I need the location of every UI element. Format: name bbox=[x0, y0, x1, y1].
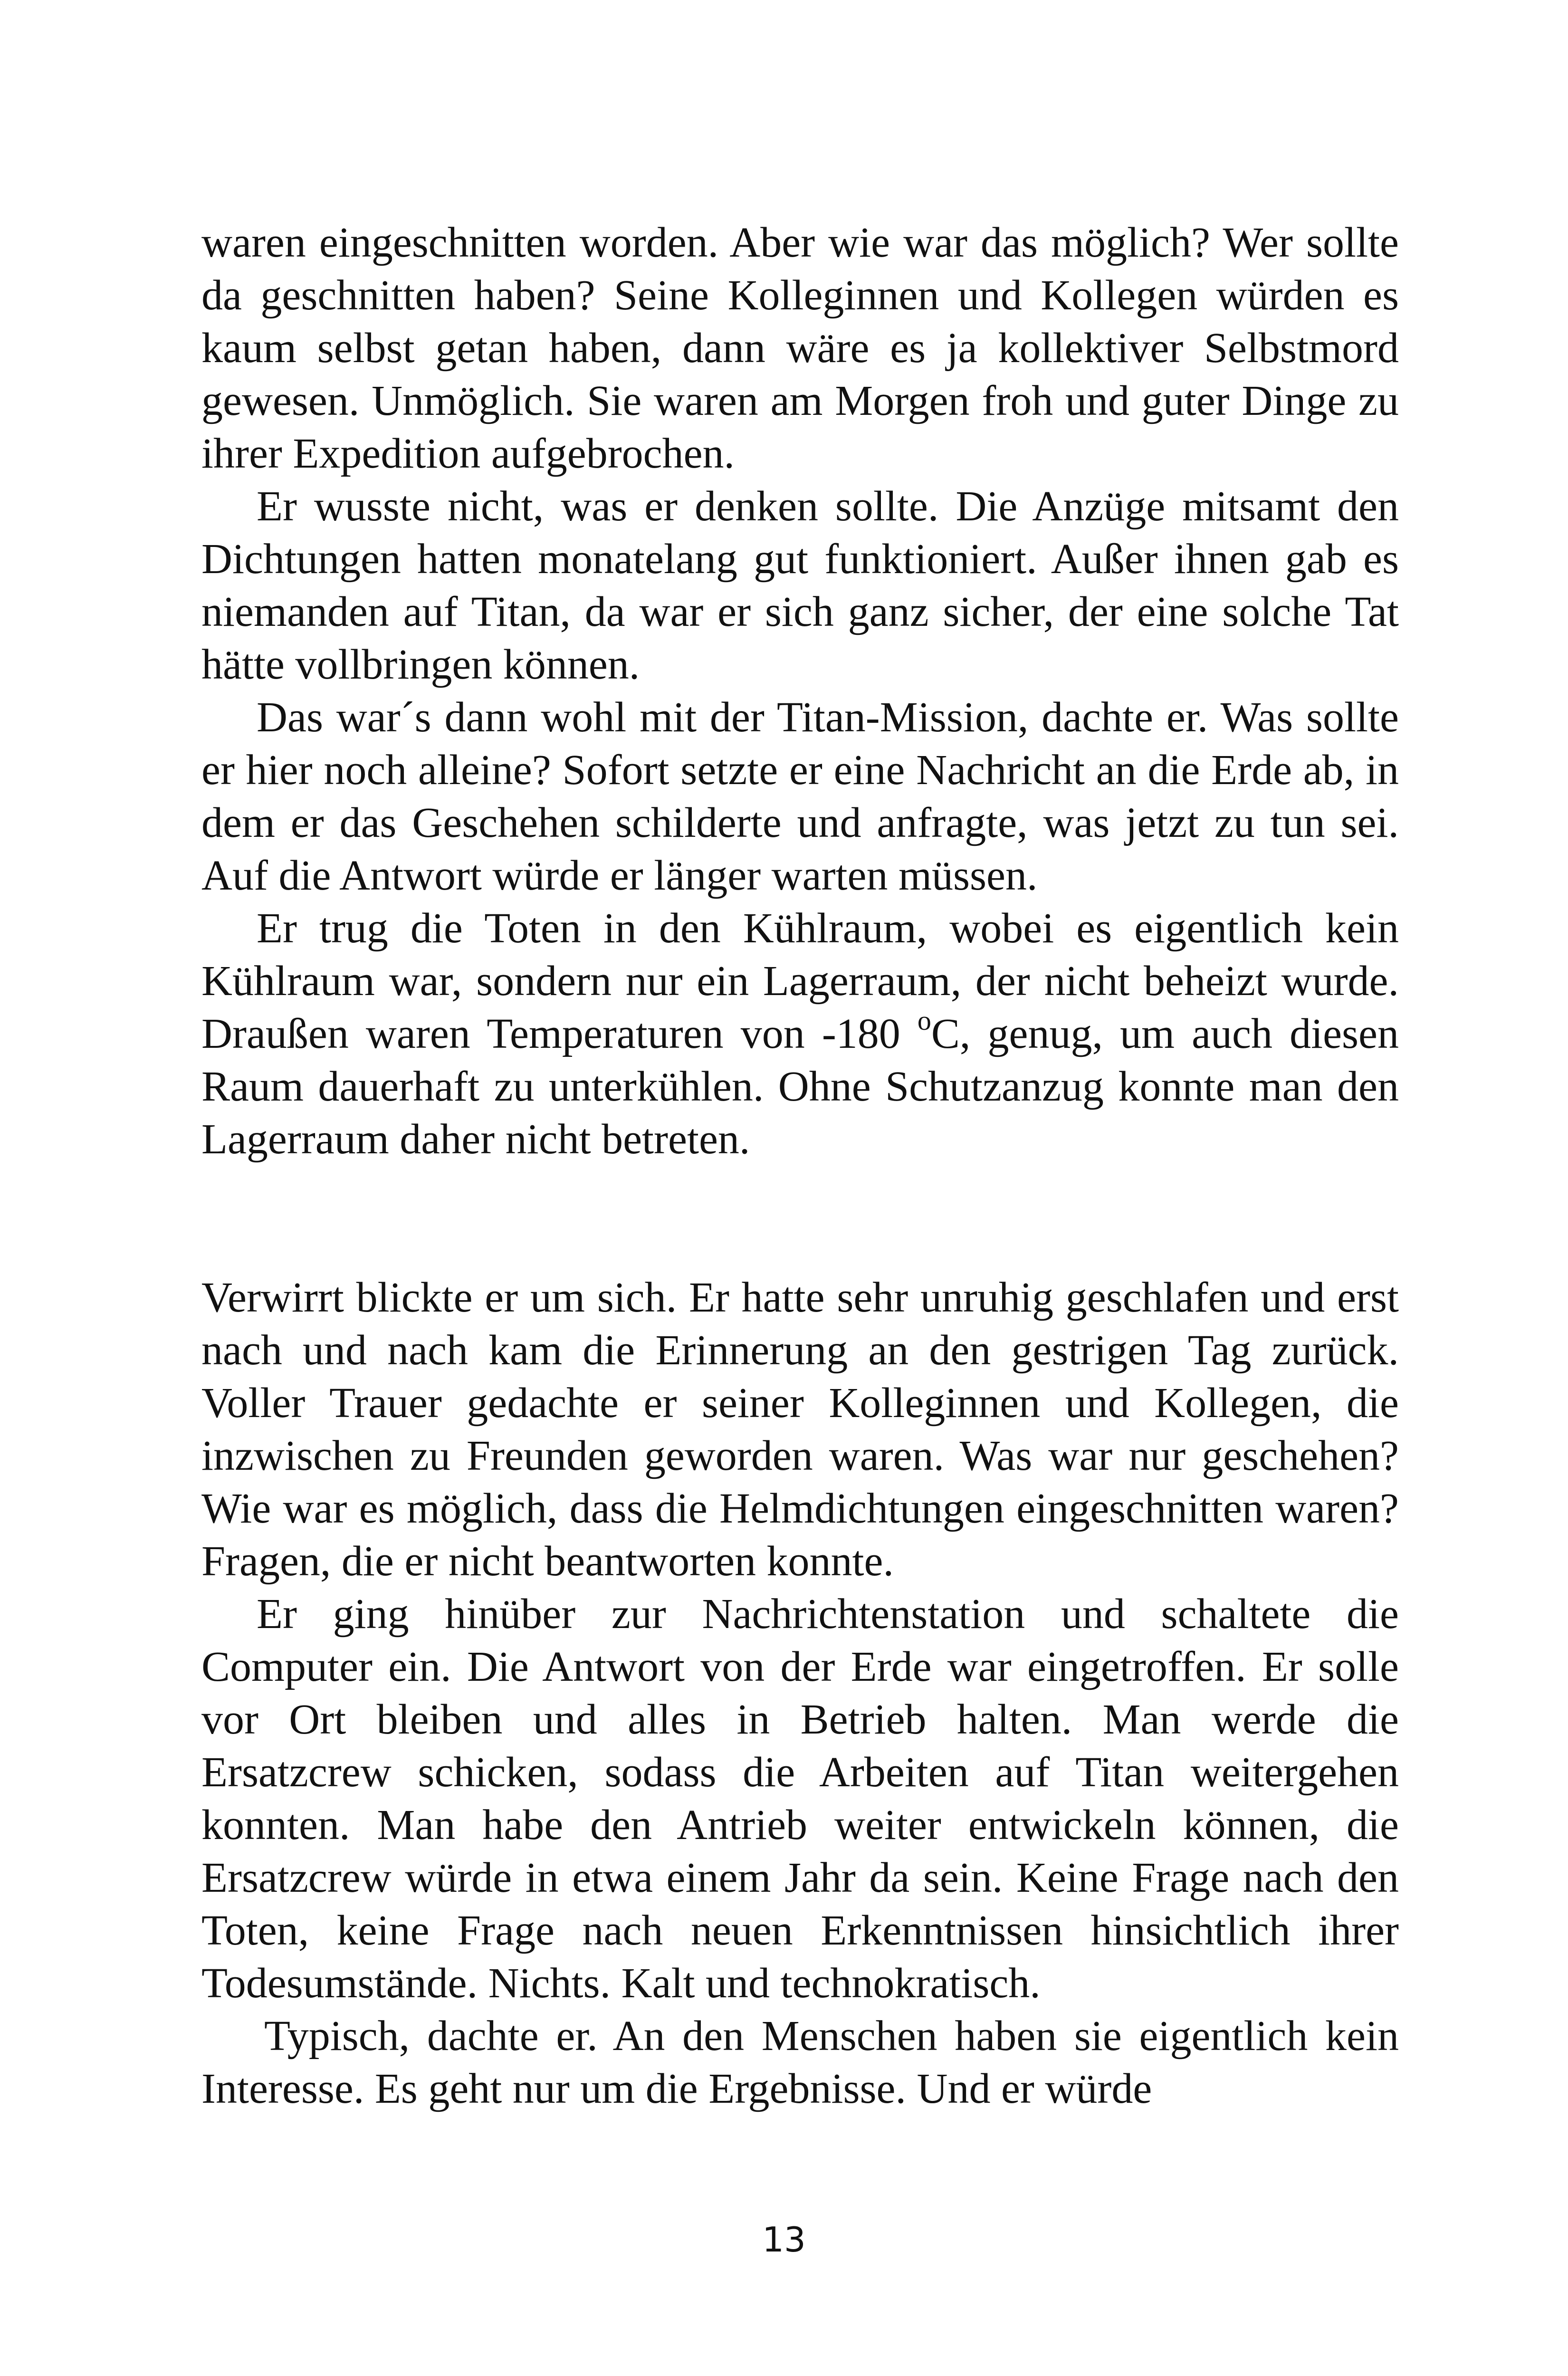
page-number: 13 bbox=[762, 2220, 806, 2260]
degree-superscript: o bbox=[917, 1005, 931, 1036]
paragraph bbox=[201, 902, 1399, 1166]
paragraph: Er ging hinüber zur Nachrichtenstation und schaltete die Computer ein. Die Antwort von der Erde war eingetroffen. Er solle vor Ort bleiben und alles in Betrieb halten. Man werde die Ersatzcrew schicken, sodass die Arbeiten auf Titan weitergehen konnten. Man habe den Antrieb weiter entwickeln können, die Ersatzcrew würde in etwa einem Jahr da sein. Keine Frage nach den Toten, keine Frage nach neuen Erkenntnissen hinsichtlich ihrer Todesumstände. Nichts. Kalt und technokratisch. bbox=[201, 1590, 1399, 2007]
body-text bbox=[201, 216, 1399, 2115]
paragraph: waren eingeschnitten worden. Aber wie war das möglich? Wer sollte da geschnitten haben? Seine Kolleginnen und Kollegen würden es kaum selbst getan haben, dann wäre es ja kollektiver Selbstmord gewesen. Unmöglich. Sie waren am Morgen froh und guter Dinge zu ihrer Expedition aufgebrochen. bbox=[201, 219, 1399, 477]
paragraph: Verwirrt blickte er um sich. Er hatte sehr unruhig geschlafen und erst nach und nach kam die Erinnerung an den gestrigen Tag zurück. Voller Trauer gedachte er seiner Kolleginnen und Kollegen, die inzwischen zu Freunden geworden waren. Was war nur geschehen? Wie war es möglich, dass die Helmdichtungen eingeschnitten waren? Fragen, die er nicht beantworten konnte. bbox=[201, 1274, 1399, 1585]
paragraph: Typisch, dachte er. An den Menschen haben sie eigentlich kein Interesse. Es geht nur um die Ergebnisse. Und er würde bbox=[201, 2012, 1399, 2112]
section-break bbox=[201, 1166, 1399, 1271]
paragraph: Er wusste nicht, was er denken sollte. Die Anzüge mitsamt den Dichtungen hatten monatelang gut funktioniert. Außer ihnen gab es niemanden auf Titan, da war er sich ganz sicher, der eine solche Tat hätte vollbringen können. bbox=[201, 483, 1399, 688]
paragraph: Das war´s dann wohl mit der Titan-Mission, dachte er. Was sollte er hier noch alleine? Sofort setzte er eine Nachricht an die Erde ab, in dem er das Geschehen schilderte und anfragte, was jetzt zu tun sei. Auf die Antwort würde er länger warten müssen. bbox=[201, 694, 1399, 899]
paragraph-text: Er trug die Toten in den Kühlraum, wobei es eigentlich kein Kühlraum war, sondern nur ein Lagerraum, der nicht beheizt wurde. Draußen waren Temperaturen von -180 bbox=[201, 905, 1399, 1057]
paragraph-text: C, genug, um auch diesen Raum dauerhaft zu unterkühlen. Ohne Schutzanzug konnte man den Lagerraum daher nicht betreten. bbox=[201, 1010, 1399, 1163]
